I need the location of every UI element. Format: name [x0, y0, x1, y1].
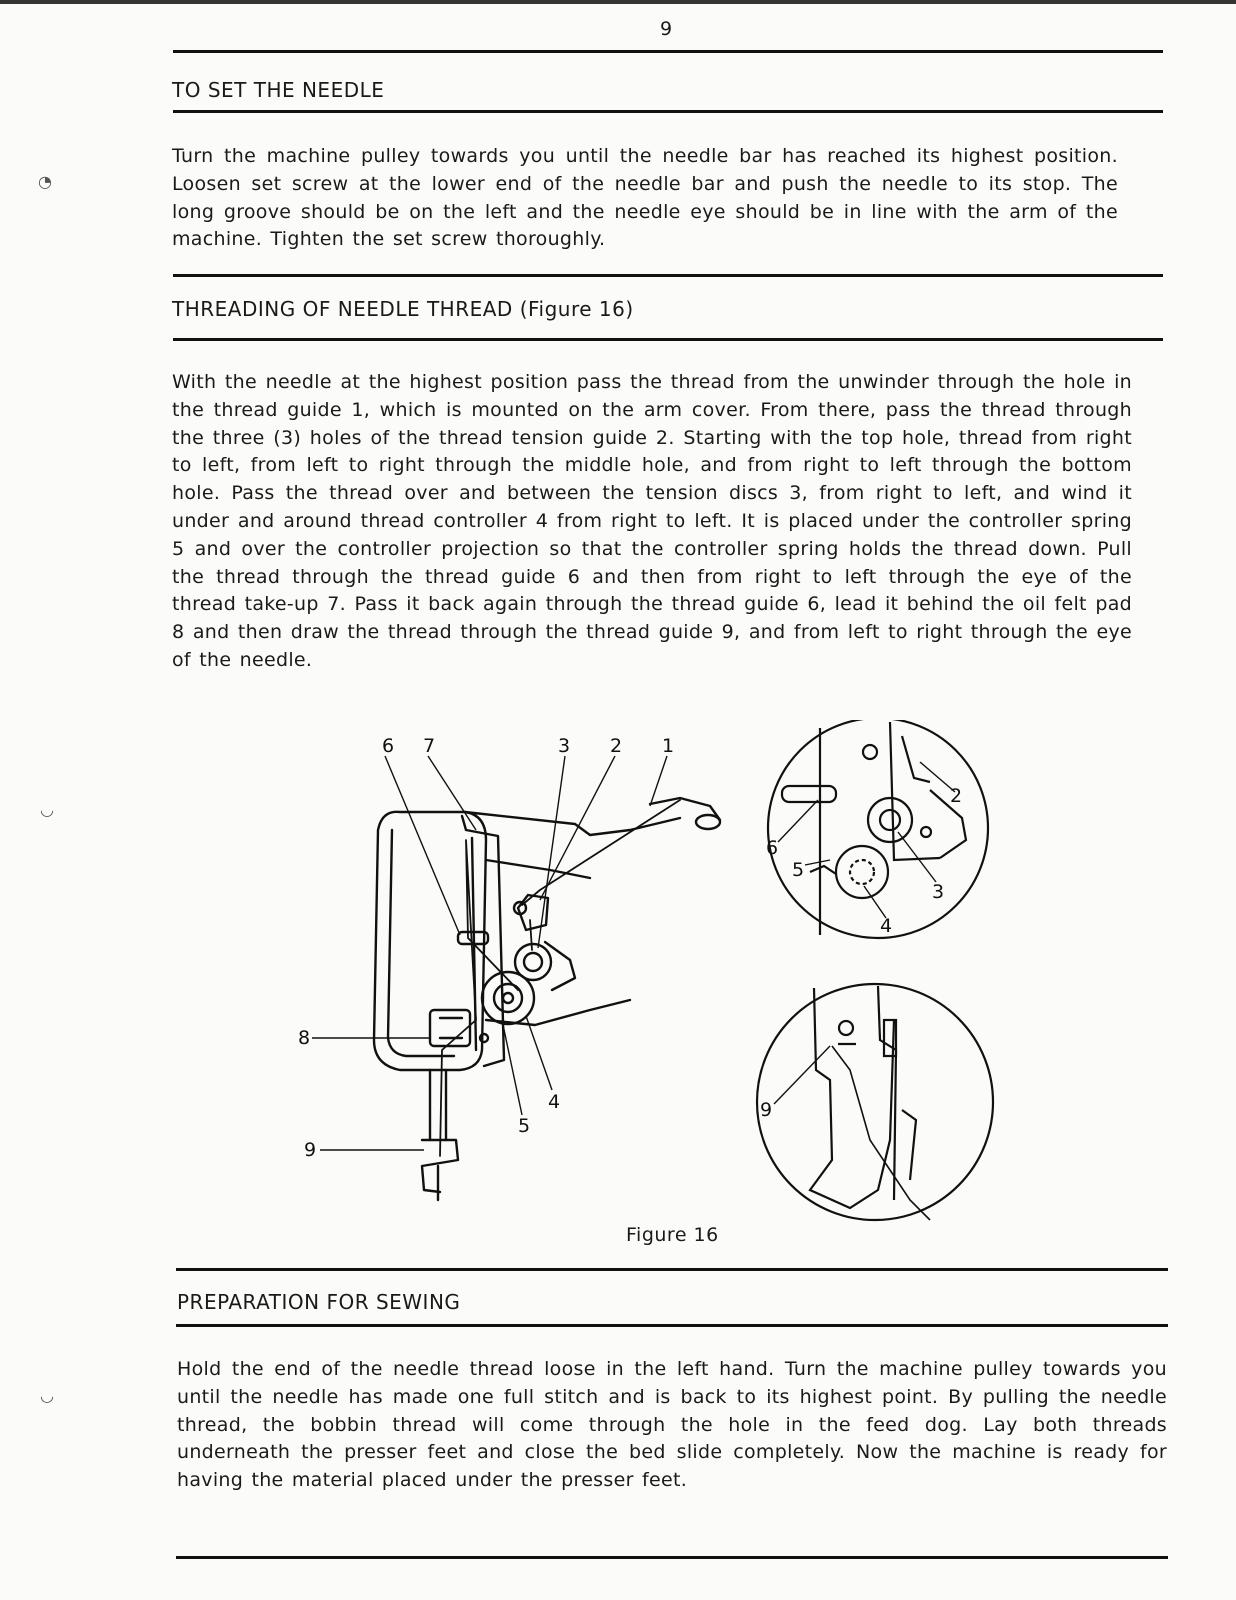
- section-heading-preparation: PREPARATION FOR SEWING: [177, 1290, 461, 1314]
- arm-cover-guide-1: [650, 798, 720, 820]
- paragraph-preparation: Hold the end of the needle thread loose in the left hand. Turn the machine pulley towards you until the needle has made one full stitch and is back to its highest point. By pulling the needle thread, the bobbin thread will come through the hole in the feed dog. Lay both threads underneath the presser feet and close the bed slide completely. Now the machine is ready for having the material placed under the presser feet.: [177, 1358, 1167, 1492]
- figure-caption: Figure 16: [626, 1224, 719, 1246]
- figure-label-1: 1: [662, 735, 675, 757]
- figure-label-7: 7: [423, 735, 436, 757]
- section-rule: [176, 1324, 1168, 1327]
- inset-leader-3: [898, 832, 936, 882]
- leader-6: [385, 756, 460, 935]
- inset-label-2: 2: [950, 785, 963, 807]
- figure-label-8: 8: [298, 1027, 311, 1049]
- leader-7: [428, 756, 476, 830]
- needle-bar: [430, 1070, 446, 1140]
- section-heading-set-needle: TO SET THE NEEDLE: [172, 78, 385, 102]
- figure-label-5: 5: [518, 1115, 531, 1137]
- machine-arm-mid: [486, 860, 590, 878]
- inset-label-4: 4: [880, 915, 893, 937]
- section-rule: [176, 1268, 1168, 1271]
- tension-disc-inner: [524, 953, 542, 971]
- inset-leader-6: [778, 800, 818, 842]
- figure-label-3: 3: [558, 735, 571, 757]
- inset-needle-detail: [757, 984, 993, 1220]
- leader-1: [650, 756, 667, 806]
- section-heading-threading: THREADING OF NEEDLE THREAD (Figure 16): [172, 297, 634, 321]
- inset-label-5: 5: [792, 859, 805, 881]
- figure-16-illustration: [290, 720, 1010, 1230]
- section-rule: [173, 110, 1163, 113]
- figure-label-2: 2: [610, 735, 623, 757]
- paragraph-set-needle: Turn the machine pulley towards you until the needle bar has reached its highest position. Loosen set screw at the lower end of the needle bar and push the needle to its stop. The long groove should be on the left and the needle eye should be in line with the arm of the machine. Tighten the set screw thoroughly.: [172, 145, 1118, 251]
- leader-3: [538, 756, 565, 948]
- scan-top-border: [0, 0, 1236, 4]
- margin-speck: ◔: [38, 172, 52, 191]
- leader-2: [540, 756, 615, 900]
- paragraph-threading: With the needle at the highest position pass the thread from the unwinder through the hole in the thread guide 1, which is mounted on the arm cover. From there, pass the thread through the three (3) holes of the thread tension guide 2. Starting with the top hole, thread from right to left, from left to right through the middle hole, and from right to left through the bottom hole. Pass the thread over and between the tension discs 3, from right to left, and wind it under and around thread controller 4 from right to left. It is placed under the controller spring 5 and over the controller projection so that the controller spring holds the thread down. Pull the thread through the thread guide 6 and then from right to left through the eye of the thread take-up 7. Pass it back again through the thread guide 6, lead it behind the oil felt pad 8 and then draw the thread through the thread guide 9, and from left to right through the eye of the needle.: [172, 371, 1132, 671]
- section-rule: [173, 274, 1163, 277]
- inset-leader-5: [805, 860, 830, 865]
- inset-label-3: 3: [932, 881, 945, 903]
- figure-label-4: 4: [548, 1091, 561, 1113]
- figure-label-6: 6: [382, 735, 395, 757]
- leader-4: [526, 1016, 552, 1090]
- page-number: 9: [660, 18, 673, 40]
- machine-head-inner: [388, 830, 454, 1056]
- machine-arm-top: [465, 812, 680, 835]
- inset-label-9: 9: [760, 1099, 773, 1121]
- oil-felt-pad-8: [430, 1010, 470, 1046]
- section-rule: [176, 1556, 1168, 1559]
- margin-speck: ◡: [40, 800, 54, 819]
- section-rule: [173, 338, 1163, 341]
- margin-speck: ◡: [40, 1386, 54, 1405]
- inset-leader-4: [864, 886, 886, 918]
- leader-5: [502, 1020, 522, 1115]
- figure-label-9: 9: [304, 1139, 317, 1161]
- inset-label-6: 6: [766, 837, 779, 859]
- section-rule: [173, 50, 1163, 53]
